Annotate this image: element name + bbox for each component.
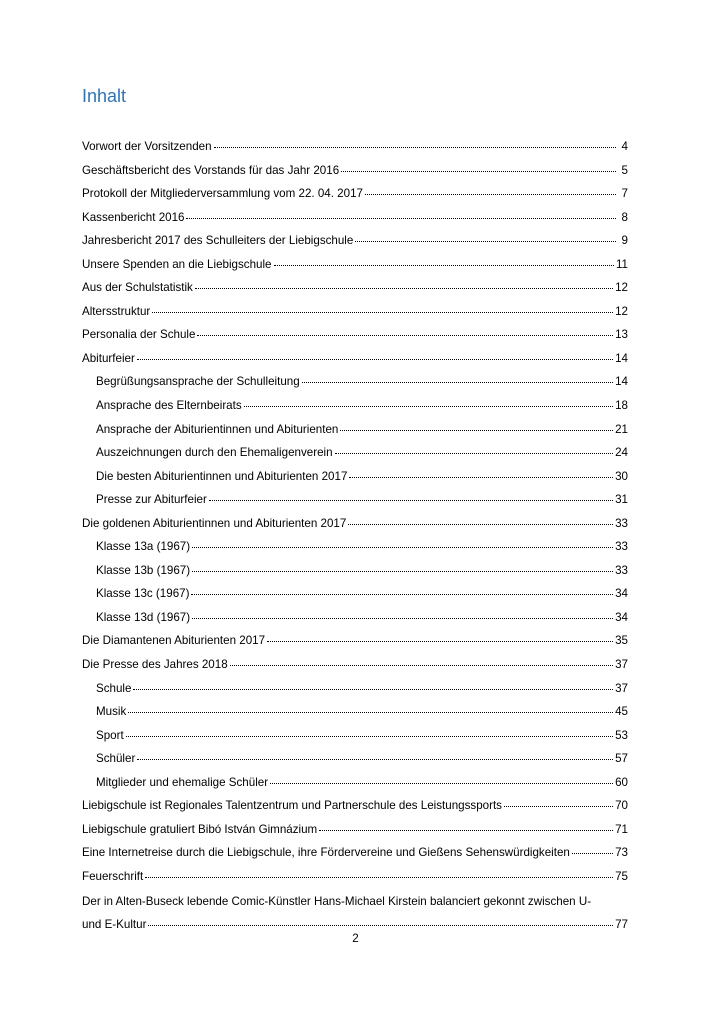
toc-leader-dots	[191, 583, 613, 595]
toc-entry[interactable]	[82, 562, 628, 586]
toc-entry-page: 34	[615, 610, 628, 624]
toc-entry-page: 37	[615, 681, 628, 695]
toc-entry-page: 33	[615, 540, 628, 554]
toc-entry-page: 57	[615, 752, 628, 766]
toc-entry-title: Feuerschrift	[82, 869, 144, 883]
toc-entry-title: Die Presse des Jahres 2018	[82, 658, 228, 672]
toc-entry-title: Klasse 13b (1967)	[96, 563, 191, 577]
toc-leader-dots	[128, 701, 613, 713]
toc-entry[interactable]	[82, 185, 628, 209]
toc-entry-page: 75	[615, 869, 628, 883]
toc-leader-dots	[148, 914, 613, 926]
toc-entry[interactable]	[82, 209, 628, 233]
toc-leader-dots	[348, 513, 613, 525]
toc-entry-title: Jahresbericht 2017 des Schulleiters der Liebigschule	[82, 234, 354, 248]
toc-leader-dots	[341, 160, 616, 172]
toc-entry-title: Eine Internetreise durch die Liebigschule, ihre Fördervereine und Gießens Sehenswürdigkeiten	[82, 846, 570, 860]
toc-leader-dots	[145, 866, 613, 878]
toc-entry-title: Abiturfeier	[82, 351, 135, 365]
toc-entry[interactable]	[82, 397, 628, 421]
toc-entry[interactable]	[82, 868, 628, 892]
toc-entry[interactable]	[82, 256, 628, 280]
toc-leader-dots	[152, 301, 613, 313]
toc-entry-page: 5	[621, 163, 628, 177]
toc-entry-page: 70	[615, 799, 628, 813]
toc-entry-title: Mitglieder und ehemalige Schüler	[96, 775, 269, 789]
toc-leader-dots	[365, 183, 616, 195]
toc-entry-title: Auszeichnungen durch den Ehemaligenverein	[96, 446, 333, 460]
toc-entry[interactable]	[82, 797, 628, 821]
toc-entry-page: 8	[621, 210, 628, 224]
toc-entry-page: 7	[621, 187, 628, 201]
toc-entry-title: Aus der Schulstatistik	[82, 281, 193, 295]
toc-entry-title: Ansprache der Abiturientinnen und Abiturienten	[96, 422, 339, 436]
toc-leader-dots	[335, 442, 614, 454]
toc-entry[interactable]	[82, 680, 628, 704]
toc-entry-title: Liebigschule gratuliert Bibó István Gimnázium	[82, 822, 318, 836]
toc-leader-dots	[270, 772, 613, 784]
toc-entry[interactable]	[82, 656, 628, 680]
toc-entry-title: Begrüßungsansprache der Schulleitung	[96, 375, 300, 389]
toc-entry[interactable]	[82, 727, 628, 751]
toc-entry-title: Unsere Spenden an die Liebigschule	[82, 257, 272, 271]
toc-entry-page: 14	[615, 351, 628, 365]
toc-leader-dots	[355, 230, 616, 242]
toc-entry-title: Die besten Abiturientinnen und Abiturienten 2017	[96, 469, 348, 483]
toc-entry-title-line2: und E-Kultur	[82, 917, 147, 931]
toc-entry[interactable]	[82, 326, 628, 350]
toc-entry-title: Presse zur Abiturfeier	[96, 493, 207, 507]
toc-entry-title: Klasse 13a (1967)	[96, 540, 191, 554]
toc-entry-page: 30	[615, 469, 628, 483]
toc-leader-dots	[302, 371, 613, 383]
toc-leader-dots	[504, 795, 613, 807]
toc-entry-title: Die goldenen Abiturientinnen und Abiturienten 2017	[82, 516, 347, 530]
toc-entry[interactable]	[82, 538, 628, 562]
toc-leader-dots	[192, 607, 613, 619]
toc-entry[interactable]	[82, 632, 628, 656]
toc-leader-dots	[192, 560, 613, 572]
toc-leader-dots	[274, 254, 614, 266]
toc-title: Inhalt	[82, 86, 127, 106]
toc-entry[interactable]	[82, 444, 628, 468]
table-of-contents	[82, 138, 628, 932]
toc-leader-dots	[244, 395, 613, 407]
toc-entry-title: Ansprache des Elternbeirats	[96, 399, 242, 413]
toc-entry-page: 77	[615, 917, 628, 931]
toc-leader-dots	[133, 678, 613, 690]
toc-entry-title: Liebigschule ist Regionales Talentzentrum und Partnerschule des Leistungssports	[82, 799, 502, 813]
toc-entry-page: 18	[615, 399, 628, 413]
toc-entry-page: 24	[615, 446, 628, 460]
toc-entry[interactable]	[82, 350, 628, 374]
toc-entry-page: 37	[615, 658, 628, 672]
toc-entry-title: Schüler	[96, 752, 136, 766]
toc-leader-dots	[126, 725, 613, 737]
toc-leader-dots	[214, 136, 616, 148]
toc-entry-page: 71	[615, 822, 628, 836]
toc-entry[interactable]	[82, 468, 628, 492]
toc-entry-title: Schule	[96, 681, 132, 695]
page-number: 2	[352, 932, 359, 945]
toc-entry[interactable]	[82, 515, 628, 539]
toc-leader-dots	[137, 748, 613, 760]
toc-leader-dots	[319, 819, 613, 831]
toc-entry-title: Klasse 13d (1967)	[96, 610, 191, 624]
toc-entry-title: Kassenbericht 2016	[82, 210, 185, 224]
toc-entry-page: 12	[615, 304, 628, 318]
toc-entry-title: Personalia der Schule	[82, 328, 196, 342]
toc-leader-dots	[572, 842, 613, 854]
toc-leader-dots	[195, 277, 613, 289]
toc-entry-title: Vorwort der Vorsitzenden	[82, 140, 212, 153]
toc-entry-page: 13	[615, 328, 628, 342]
toc-entry[interactable]	[82, 821, 628, 845]
toc-entry-title: Altersstruktur	[82, 304, 151, 318]
toc-leader-dots	[267, 630, 613, 642]
toc-entry[interactable]	[82, 491, 628, 515]
toc-entry-page: 73	[615, 846, 628, 860]
toc-entry-page: 21	[615, 422, 628, 436]
toc-entry-page: 33	[615, 563, 628, 577]
toc-entry-page: 4	[621, 140, 628, 153]
toc-entry-title: Musik	[96, 705, 127, 719]
toc-entry-page: 9	[621, 234, 628, 248]
toc-entry-title: Die Diamantenen Abiturienten 2017	[82, 634, 266, 648]
toc-entry-page: 33	[615, 516, 628, 530]
toc-entry[interactable]	[82, 373, 628, 397]
toc-entry[interactable]	[82, 162, 628, 186]
toc-entry[interactable]	[82, 609, 628, 633]
toc-leader-dots	[186, 207, 616, 219]
toc-entry[interactable]	[82, 844, 628, 868]
toc-leader-dots	[349, 466, 613, 478]
toc-entry[interactable]	[82, 232, 628, 256]
toc-entry[interactable]	[82, 774, 628, 798]
toc-entry-page: 12	[615, 281, 628, 295]
toc-entry-page: 35	[615, 634, 628, 648]
toc-entry[interactable]	[82, 279, 628, 303]
toc-entry-title: Klasse 13c (1967)	[96, 587, 190, 601]
toc-entry-page: 45	[615, 705, 628, 719]
toc-entry-title: Protokoll der Mitgliederversammlung vom 22. 04. 2017	[82, 187, 363, 201]
toc-entry-page: 34	[615, 587, 628, 601]
toc-entry-page: 53	[615, 728, 628, 742]
toc-entry[interactable]	[82, 892, 628, 932]
toc-leader-dots	[137, 348, 613, 360]
toc-entry[interactable]	[82, 138, 628, 162]
toc-entry-title: Geschäftsbericht des Vorstands für das Jahr 2016	[82, 163, 340, 177]
toc-leader-dots	[209, 489, 613, 501]
toc-leader-dots	[197, 324, 613, 336]
toc-entry-title: Sport	[96, 728, 124, 742]
toc-entry[interactable]	[82, 750, 628, 774]
toc-entry[interactable]	[82, 703, 628, 727]
toc-entry-page: 14	[615, 375, 628, 389]
toc-entry[interactable]	[82, 421, 628, 445]
toc-leader-dots	[230, 654, 613, 666]
toc-entry-title-line1: Der in Alten-Buseck lebende Comic-Künstler Hans-Michael Kirstein balanciert gekonnt zwischen U-	[82, 894, 592, 908]
toc-entry[interactable]	[82, 303, 628, 327]
toc-entry-page: 11	[615, 257, 628, 271]
toc-leader-dots	[340, 419, 613, 431]
toc-entry-page: 31	[615, 493, 628, 507]
toc-leader-dots	[192, 536, 613, 548]
toc-entry[interactable]	[82, 585, 628, 609]
toc-entry-page: 60	[615, 775, 628, 789]
